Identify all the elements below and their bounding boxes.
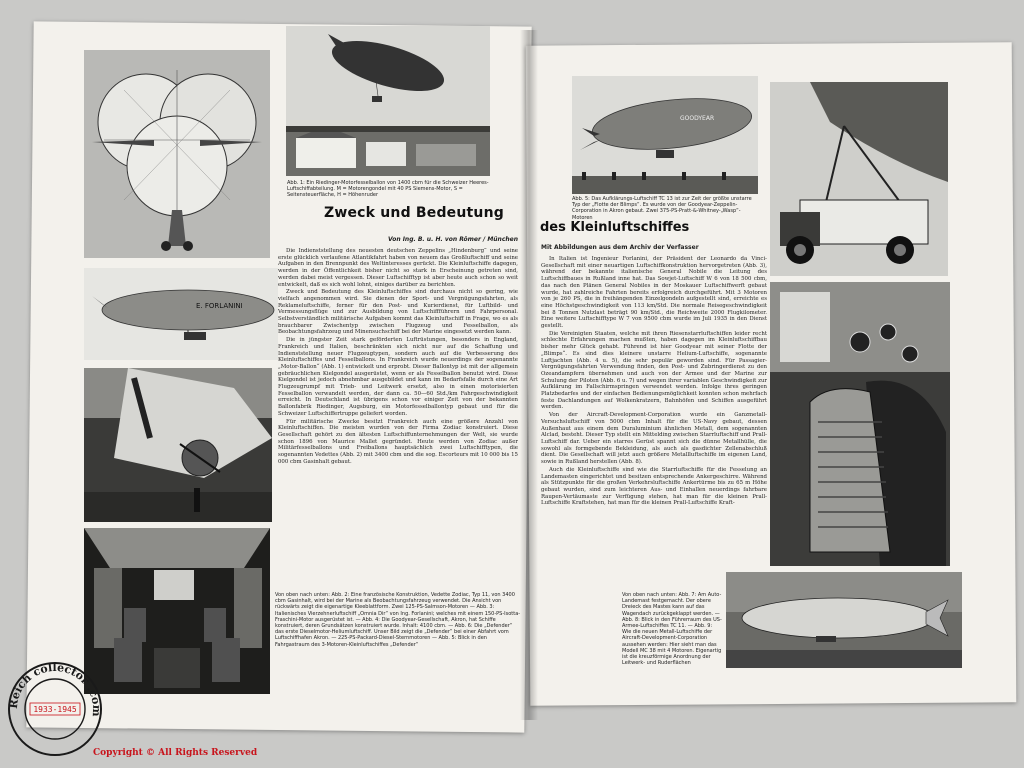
photo-vedette-zodiac — [84, 368, 272, 522]
photo-tc11-cockpit — [770, 282, 950, 566]
body-paragraph: Die Vereinigten Staaten, welche mit ihren Riesenstarrluftschiffen leider recht schlechte Erfahrungen machen mußten, haben dagegen im Kleinluftschiffbau bisher mehr Glück gehabt. Führend ist hier Goodyear mit seiner Flotte der „Blimps“. Es sind dies kleinere unstarre Helium-Luftschiffe, sogenannte Luftjachten (Abb. 4 u. 5), die sehr populär geworden sind. Für Passagier-Vergnügungsfahrten Verwendung finden, den Post- und Zubringerdienst zu den Ozeandampfern übernehmen und auch von der Armee und der Marine zur Schulung der Piloten (Abb. 6 u. 7) und wegen ihrer variablen Geschwindigkeit zur Aufklärung im Fallschirmspringen verwendet werden. Infolge ihres geringen Platzbedarfes und der einfachen Bedienungsmöglichkeit konnten schon mehrfach feste Dachlandungen auf Wolkenkratzern, Bahnhöfen und Schiffen ausgeführt werden. — [541, 330, 767, 411]
goodyear-label: GOODYEAR — [680, 115, 715, 122]
caption-abb5: Abb. 5: Das Aufklärungs-Luftschiff TC 13 ist zur Zeit der größte unstarre Typ der „Flotte der Blimps“. Es wurde von der Goodyear-Zeppelin-Corporation in Akron gebaut. Zwei 375-PS-Pratt-&-Whitney-„Wasp“-Motoren — [572, 196, 752, 221]
stamp-years: 1933-1945 — [33, 705, 77, 714]
body-column-right — [541, 256, 767, 586]
photo-goodyear-tc13 — [572, 76, 758, 194]
body-paragraph: Zweck und Bedeutung des Kleinluftschiffes sind durchaus nicht so gering, wie vielfach angenommen wird. Sie dienen der Sport- und Vergnügungsfahrten, als Reklameluftschiffe, ferner für den Post- und Kurierdienst, für Luftbild- und Vermessungsflüge und zur Ausbildung von Luftschiffführern und Fahrpersonal. Selbstverständlich militärische Aufgaben kommt das Kleinluftschiff in Frage, wo es als brauchbarer Zwischentyp zwischen Flugzeug und Fesselballon, als Beobachtungsfahrzeug und Minensuchschiff bei der Marine eingesetzt werden kann. — [278, 289, 518, 336]
article-title-left: Zweck und Bedeutung — [324, 205, 504, 221]
article-subtitle: Mit Abbildungen aus dem Archiv der Verfasser — [541, 244, 699, 251]
caption-abb1: Abb. 1: Ein Riedinger-Motorfesselballon von 1400 cbm für die Schweizer Heeres-Luftschiffabteilung. M = Motorengondel mit 40 PS Siemens-Motor, S = Seitensteuerfläche, H = Höhenruder — [287, 180, 489, 199]
stamp-ring-text: Reich collector .com — [6, 660, 104, 717]
caption-right-bottom: Von oben nach unten: Abb. 7: Am Auto-Landemast festgemacht. Der obere Dreieck des Mastes kann auf das Wagendach zurückgeklappt werden. — Abb. 8: Blick in den Führerraum des US-Armee-Luftschiffes TC 11. — Abb. 9: Wie die neuen Metall-Luftschiffe der Aircraft-Development-Corporation aussehen werden: Hier sieht man das Modell MC 38 mit 4 Motoren. Eigenartig ist die kreuzförmige Anordnung der Leitwerk- und Ruderflächen — [622, 592, 722, 667]
airship-forlanini-label: E. FORLANINI — [196, 302, 243, 310]
photo-cloverleaf-airship — [84, 50, 270, 258]
copyright-notice: Copyright © All Rights Reserved — [93, 748, 258, 758]
photo-forlanini-airship — [84, 268, 278, 360]
body-paragraph: Auch die Kleinluftschiffe sind wie die Starrluftschiffe für die Fesselung an Landemasten eingerichtet und besitzen entsprechende Ankergeschirre. Während als Stützpunkte für die großen Verkehrsluftschiffe Ankertürme bis zu 65 m Höhe gebaut wurden, sind zum leichteren Aus- und Einhallen neuerdings fahrbare Raupen-Vertäumaste zur Verfügung stehen, hat man für die kleinen Prall-Luftschiffe Kraftstehen, hat man für die kleinen Prall-Luftschiffe Kraft- — [541, 466, 767, 507]
body-column-left — [278, 248, 518, 580]
body-paragraph: Für militärische Zwecke besitzt Frankreich auch eine größere Anzahl von Kleinluftschiffen. Die meisten wurden von der Firma Zodiac konstruiert. Diese Gesellschaft gehört zu den ältesten Luftschiffunternehmungen der Welt, sie wurde schon 1896 von Maurice Mallet gegründet. Heute werden von Zodiac außer Militärfesselballons und Freiballons hauptsächlich zwei Luftschifftypen, die sogenannten Vedettes (Abb. 2) mit 3400 cbm und die sog. Escorteurs mit 10 000 bis 15 000 cbm Gasinhalt gebaut. — [278, 418, 518, 465]
article-author: Von Ing. B. u. H. von Römer / München — [388, 236, 518, 243]
photo-defender-cabin — [84, 528, 270, 694]
page-gutter — [520, 30, 538, 720]
photo-auto-landing-mast — [770, 82, 948, 276]
body-paragraph: In Italien ist Ingenieur Forlanini, der Präsident der Leonardo da Vinci-Gesellschaft mit einer neuartigen Luftschiffkonstruktion hervorgetreten (Abb. 3), während der bekannte italienische General Nobile die Leitung des Luftschiffbaues in Rußland inne hat. Das Sowjet-Luftschiff W 6 von 18 500 cbm, das nach den Plänen General Nobiles in der Moskauer Luftschiffwerft gebaut wurde, hat zahlreiche Fahrten bereits erfolgreich durchgeführt. Mit 3 Motoren von je 260 PS, die in freihängenden Einzelgondeln aufgestellt sind, erreichte es eine Höchstgeschwindigkeit von 113 km/Std. Die normale Reisegeschwindigkeit bei 8 Tonnen Nutzlast beträgt 90 km/Std., die Reichweite 2000 Flugkilometer. Eine weitere Luftschifftype W 7 von 9500 cbm wurde im Juli 1935 in den Dienst gestellt. — [541, 256, 767, 330]
caption-left-bottom: Von oben nach unten: Abb. 2: Eine französische Konstruktion, Vedette Zodiac, Typ 11, von 3400 cbm Gasinhalt, wird bei der Marine als Beobachtungsfahrzeug verwendet. Die Ansicht von rückwärts zeigt die eigenartige Kleeblattform. Zwei 125-PS-Salmson-Motoren — Abb. 3: Italienisches Vierzehnerluftschiff „Omnia Dir“ von Ing. Forlanini; welches mit einem 150-PS-Isotta-Fraschini-Motor ausgerüstet ist. — Abb. 4: Die Goodyear-Gesellschaft, Akron, hat Schiffe konstruiert, deren Grundsätzen konstruiert wurde. Inhalt: 4100 cbm. — Abb. 6: Die „Defender“ das erste Dieselmotor-Heliumluftschiff. Unser Bild zeigt die „Defender“ bei einer Abfahrt vom Luftschiffhafen Akron. — 225-PS-Packard-Diesel-Sternmotoren — Abb. 5: Blick in den Fahrgastraum des 3-Motoren-Kleinluftschiffes „Defender“ — [275, 592, 521, 648]
body-paragraph: Die Indienststellung des neuesten deutschen Zeppelins „Hindenburg“ und seine erste glücklich verlaufene Atlantikfahrt haben von neuem das Großluftschiff und seine Aufgaben in den Brennpunkt des Weltinteresses gerückt. Die Kleinluftschiffe dagegen, werden in der Öffentlichkeit bisher nicht so stark in Erscheinung getreten sind, werden dabei meist vergessen. Dieser Luftschifftyp ist aber heute auch schon so weit entwickelt, daß es sich wohl lohnt, einiges darüber zu berichten. — [278, 248, 518, 288]
photo-riedinger-balloon — [286, 26, 490, 176]
body-paragraph: Von der Aircraft-Development-Corporation wurde ein Ganzmetall-Versuchsluftschiff von 5000 cbm Inhalt für die US-Navy gebaut, dessen Außenhaut aus einem dem Duraluminium ähnlichen Metall, dem sogenannten Alclad, besteht. Dieser Typ stellt ein Mittelding zwischen Starrluftschiff und Prall-Luftschiff dar. Ueber ein starres Gerüst spannt sich die dünne Metallhülle, die sowohl als formgebende Bekleidung, als auch als gasdichter Zellenabschluß dient. Die Gesellschaft will jetzt auch größere Metallluftschiffe im eigenen Land, sowie in Rußland herstellen (Abb. 8). — [541, 412, 767, 466]
article-title-right: des Kleinluftschiffes — [540, 220, 690, 235]
photo-metal-airship-mc38 — [726, 572, 962, 668]
body-paragraph: Die in jüngster Zeit stark geförderten Luftrüstungen, besonders in England, Frankreich und Italien, beschränkten sich nicht nur auf die Schaffung und Indienststellung neuer Flugzeugtypen, sondern auch auf die Verbesserung des Kleinluftschiffes und Fesselballons. In Frankreich wurde neuerdings der sogenannte „Motor-Ballon“ (Abb. 1) entwickelt und erprobt. Dieser Ballontyp ist mit der allgemein gebräuchlichen Kielgondel ausgerüstet, wenn er als Fesselballon benutzt wird. Diese Kielgondel ist jedoch abnehmbar ausgebildet und kann im Bedarfsfalle durch eine Art Flugzeugrumpf mit Trieb- und Leitwerk ersetzt, also in einen motorisierten Fesselballon verwandelt werden, der dann ca. 50—60 Std./km Fahrgeschwindigkeit erreicht. In Deutschland ist übrigens schon vor einiger Zeit von der bekannten Ballonfabrik Riedinger, Augsburg, ein Motorfesselballontyp gebaut und für die Schweizer Luftschiffertruppe geliefert worden. — [278, 337, 518, 417]
reich-collector-stamp — [6, 660, 104, 758]
